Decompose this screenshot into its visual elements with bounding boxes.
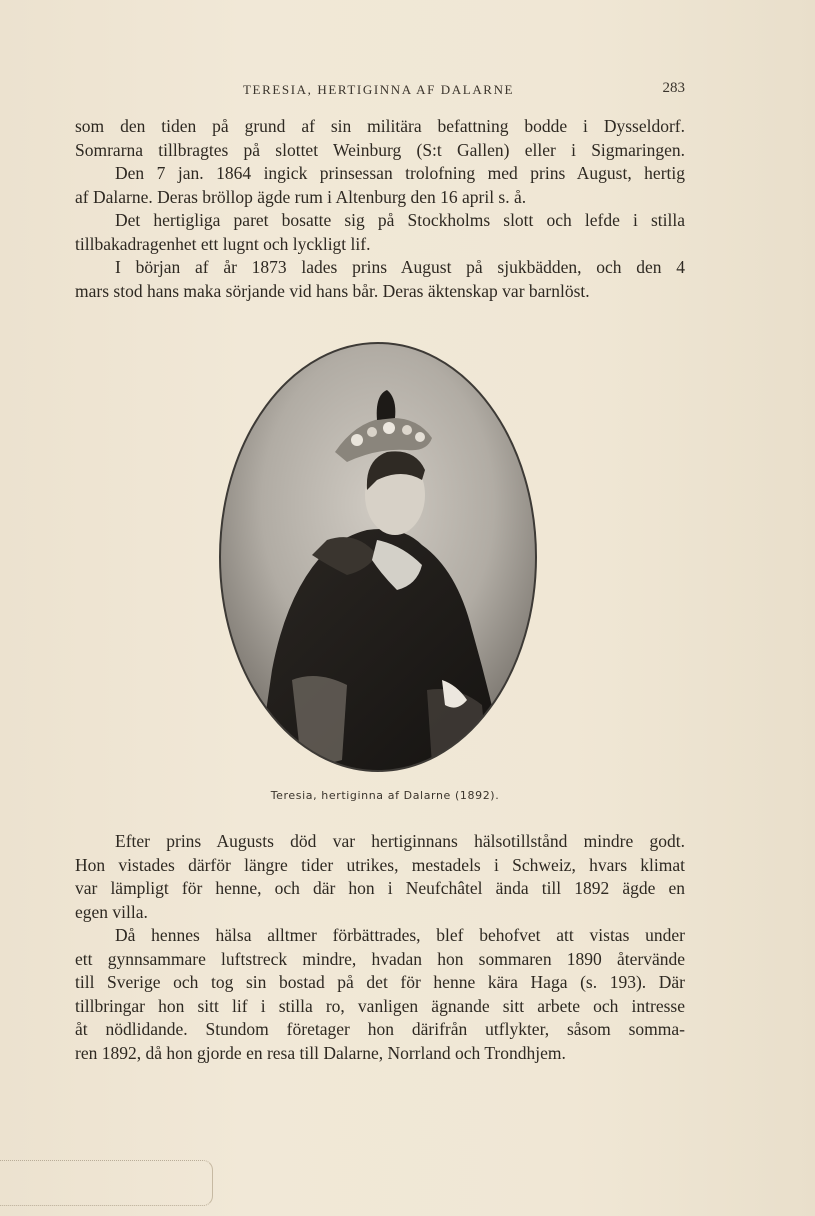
text-line: Somrarna tillbragtes på slottet Weinburg (S:t Gallen) eller i Sigmaringen. [75, 139, 685, 160]
text-line: egen villa. [75, 901, 148, 922]
text-line: I början af år 1873 lades prins August på sjukbädden, och den 4 [115, 257, 685, 277]
text-line: Hon vistades därför längre tider utrikes, mestadels i Schweiz, hvars klimat [75, 854, 685, 875]
text-line: tillbringar hon sitt lif i stilla ro, vanligen ägnande sitt arbete och intresse [75, 995, 685, 1016]
text-line: ren 1892, då hon gjorde en resa till Dalarne, Norrland och Trondhjem. [75, 1042, 566, 1063]
text-line: Det hertigliga paret bosatte sig på Stockholms slott och lefde i stilla [115, 210, 685, 230]
figure-caption: Teresia, hertiginna af Dalarne (1892). [270, 789, 500, 802]
text-line: tillbakadragenhet ett lugnt och lyckligt lif. [75, 233, 371, 254]
page-number: 283 [662, 80, 685, 96]
text-line: Då hennes hälsa alltmer förbättrades, blef behofvet att vistas under [115, 925, 685, 945]
text-block-top [75, 115, 685, 303]
portrait-photograph [217, 340, 539, 774]
running-title: TERESIA, HERTIGINNA AF DALARNE [243, 82, 515, 97]
text-line: åt nödlidande. Stundom företager hon därifrån utflykter, såsom somma- [75, 1019, 685, 1039]
text-line: Den 7 jan. 1864 ingick prinsessan trolofning med prins August, hertig [115, 163, 685, 183]
text-line: Efter prins Augusts död var hertiginnans hälsotillstånd mindre godt. [115, 831, 685, 851]
text-line: till Sverige och tog sin bostad på det för henne kära Haga (s. 193). Där [75, 972, 685, 992]
text-line: som den tiden på grund af sin militära befattning bodde i Dysseldorf. [75, 116, 685, 136]
text-block-bottom [75, 830, 685, 1065]
text-line: var lämpligt för henne, och där hon i Neufchâtel ända till 1892 ägde en [75, 878, 685, 898]
running-head [75, 80, 685, 104]
text-line: mars stod hans maka sörjande vid hans bår. Deras äktenskap var barnlöst. [75, 280, 590, 301]
text-line: af Dalarne. Deras bröllop ägde rum i Altenburg den 16 april s. å. [75, 186, 527, 207]
library-stamp-mark [0, 1160, 213, 1206]
text-line: ett gynnsammare luftstreck mindre, hvadan hon sommaren 1890 återvände [75, 948, 685, 969]
